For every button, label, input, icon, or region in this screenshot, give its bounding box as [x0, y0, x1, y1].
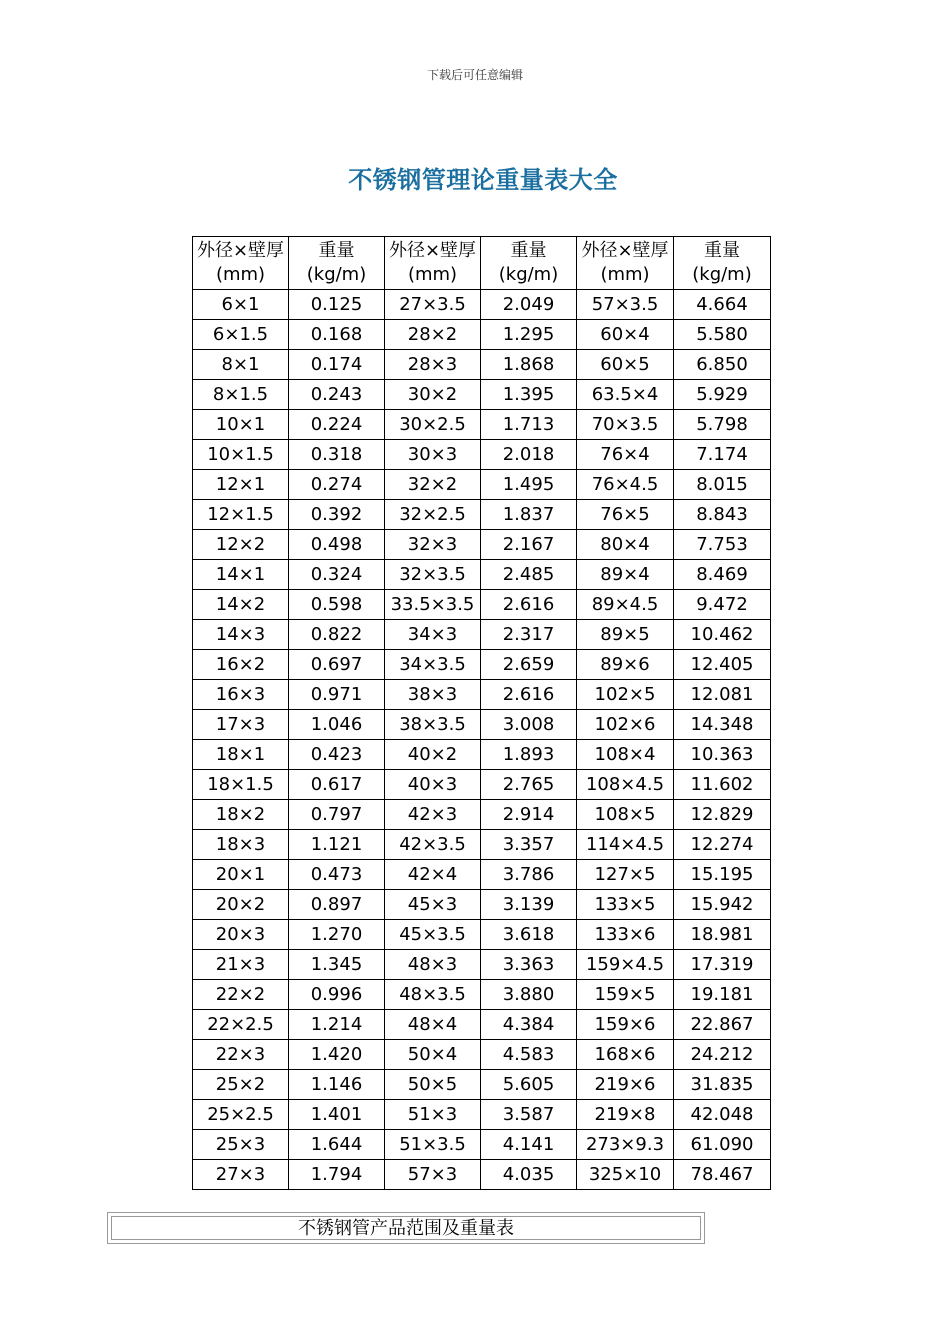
- table-cell: 51×3: [385, 1100, 481, 1130]
- table-cell: 40×3: [385, 770, 481, 800]
- table-cell: 0.598: [289, 590, 385, 620]
- table-cell: 5.580: [674, 320, 771, 350]
- table-cell: 10.363: [674, 740, 771, 770]
- header-od-wall-1: 外径×壁厚 (mm): [193, 237, 289, 290]
- table-row: [193, 770, 771, 800]
- table-row: [193, 890, 771, 920]
- table-cell: 45×3: [385, 890, 481, 920]
- table-cell: 20×1: [193, 860, 289, 890]
- table-cell: 70×3.5: [577, 410, 674, 440]
- table-row: [193, 530, 771, 560]
- table-cell: 2.485: [481, 560, 577, 590]
- table-cell: 2.167: [481, 530, 577, 560]
- table-cell: 1.794: [289, 1160, 385, 1190]
- table-cell: 60×4: [577, 320, 674, 350]
- table-header-row: [193, 237, 771, 290]
- table-cell: 10×1.5: [193, 440, 289, 470]
- table-cell: 6×1.5: [193, 320, 289, 350]
- table-row: [193, 590, 771, 620]
- table-cell: 24.212: [674, 1040, 771, 1070]
- table-cell: 108×5: [577, 800, 674, 830]
- table-row: [193, 980, 771, 1010]
- table-cell: 0.274: [289, 470, 385, 500]
- table-cell: 1.295: [481, 320, 577, 350]
- table-cell: 2.018: [481, 440, 577, 470]
- table-cell: 0.224: [289, 410, 385, 440]
- table-row: [193, 1010, 771, 1040]
- table-cell: 325×10: [577, 1160, 674, 1190]
- table-cell: 2.616: [481, 590, 577, 620]
- table-cell: 11.602: [674, 770, 771, 800]
- table-cell: 16×2: [193, 650, 289, 680]
- table-cell: 76×4: [577, 440, 674, 470]
- table-cell: 1.214: [289, 1010, 385, 1040]
- table-cell: 18×1: [193, 740, 289, 770]
- table-cell: 3.139: [481, 890, 577, 920]
- header-od-wall-2: 外径×壁厚 (mm): [385, 237, 481, 290]
- table-cell: 127×5: [577, 860, 674, 890]
- table-cell: 2.049: [481, 290, 577, 320]
- table-cell: 0.243: [289, 380, 385, 410]
- table-cell: 48×3: [385, 950, 481, 980]
- table-cell: 0.318: [289, 440, 385, 470]
- table-cell: 1.146: [289, 1070, 385, 1100]
- table-row: [193, 1130, 771, 1160]
- table-cell: 22×2.5: [193, 1010, 289, 1040]
- table-cell: 133×6: [577, 920, 674, 950]
- table-cell: 89×4.5: [577, 590, 674, 620]
- table-row: [193, 830, 771, 860]
- table-cell: 5.605: [481, 1070, 577, 1100]
- table-cell: 30×2.5: [385, 410, 481, 440]
- table-cell: 22×2: [193, 980, 289, 1010]
- table-cell: 1.868: [481, 350, 577, 380]
- table-cell: 0.125: [289, 290, 385, 320]
- table-row: [193, 350, 771, 380]
- table-cell: 42.048: [674, 1100, 771, 1130]
- table-cell: 12.405: [674, 650, 771, 680]
- table-cell: 51×3.5: [385, 1130, 481, 1160]
- table-cell: 28×2: [385, 320, 481, 350]
- table-cell: 8×1: [193, 350, 289, 380]
- table-cell: 273×9.3: [577, 1130, 674, 1160]
- header-weight-2: 重量 (kg/m): [481, 237, 577, 290]
- table-cell: 1.837: [481, 500, 577, 530]
- table-row: [193, 440, 771, 470]
- table-cell: 15.195: [674, 860, 771, 890]
- table-cell: 22.867: [674, 1010, 771, 1040]
- table-cell: 60×5: [577, 350, 674, 380]
- table-cell: 102×6: [577, 710, 674, 740]
- table-cell: 1.713: [481, 410, 577, 440]
- table-cell: 21×3: [193, 950, 289, 980]
- table-cell: 5.929: [674, 380, 771, 410]
- table-cell: 108×4: [577, 740, 674, 770]
- table-cell: 40×2: [385, 740, 481, 770]
- table-cell: 1.420: [289, 1040, 385, 1070]
- table-cell: 14.348: [674, 710, 771, 740]
- table-cell: 2.317: [481, 620, 577, 650]
- table-cell: 1.270: [289, 920, 385, 950]
- header-note: 下载后可任意编辑: [426, 68, 523, 82]
- table-cell: 0.897: [289, 890, 385, 920]
- footer-caption-box: [107, 1212, 705, 1244]
- table-cell: 12.274: [674, 830, 771, 860]
- table-cell: 0.617: [289, 770, 385, 800]
- table-cell: 2.914: [481, 800, 577, 830]
- table-cell: 20×3: [193, 920, 289, 950]
- table-cell: 3.786: [481, 860, 577, 890]
- table-cell: 219×8: [577, 1100, 674, 1130]
- table-cell: 0.697: [289, 650, 385, 680]
- table-cell: 32×3.5: [385, 560, 481, 590]
- table-cell: 1.401: [289, 1100, 385, 1130]
- table-cell: 38×3.5: [385, 710, 481, 740]
- table-cell: 159×6: [577, 1010, 674, 1040]
- table-row: [193, 710, 771, 740]
- table-cell: 42×3: [385, 800, 481, 830]
- table-cell: 0.996: [289, 980, 385, 1010]
- table-cell: 12.829: [674, 800, 771, 830]
- footer-caption: 不锈钢管产品范围及重量表: [111, 1216, 701, 1240]
- table-cell: 18×2: [193, 800, 289, 830]
- table-cell: 1.893: [481, 740, 577, 770]
- table-row: [193, 380, 771, 410]
- table-row: [193, 1100, 771, 1130]
- table-cell: 10.462: [674, 620, 771, 650]
- table-cell: 2.659: [481, 650, 577, 680]
- table-cell: 48×3.5: [385, 980, 481, 1010]
- page-title: 不锈钢管理论重量表大全: [348, 166, 618, 194]
- table-row: [193, 1070, 771, 1100]
- table-cell: 3.357: [481, 830, 577, 860]
- table-cell: 27×3: [193, 1160, 289, 1190]
- table-cell: 45×3.5: [385, 920, 481, 950]
- table-cell: 4.035: [481, 1160, 577, 1190]
- table-cell: 2.616: [481, 680, 577, 710]
- table-cell: 20×2: [193, 890, 289, 920]
- table-cell: 30×3: [385, 440, 481, 470]
- table-cell: 31.835: [674, 1070, 771, 1100]
- table-cell: 32×2.5: [385, 500, 481, 530]
- table-cell: 0.168: [289, 320, 385, 350]
- table-cell: 89×4: [577, 560, 674, 590]
- table-row: [193, 920, 771, 950]
- header-weight-1: 重量 (kg/m): [289, 237, 385, 290]
- table-cell: 22×3: [193, 1040, 289, 1070]
- table-cell: 4.664: [674, 290, 771, 320]
- table-cell: 3.880: [481, 980, 577, 1010]
- table-cell: 108×4.5: [577, 770, 674, 800]
- table-row: [193, 650, 771, 680]
- table-cell: 25×3: [193, 1130, 289, 1160]
- table-cell: 0.473: [289, 860, 385, 890]
- table-cell: 5.798: [674, 410, 771, 440]
- table-cell: 0.174: [289, 350, 385, 380]
- table-cell: 3.008: [481, 710, 577, 740]
- table-cell: 12×1.5: [193, 500, 289, 530]
- table-cell: 1.121: [289, 830, 385, 860]
- table-cell: 1.495: [481, 470, 577, 500]
- table-row: [193, 410, 771, 440]
- table-row: [193, 860, 771, 890]
- table-cell: 18.981: [674, 920, 771, 950]
- table-cell: 0.423: [289, 740, 385, 770]
- table-cell: 6×1: [193, 290, 289, 320]
- header-weight-3: 重量 (kg/m): [674, 237, 771, 290]
- table-cell: 8.843: [674, 500, 771, 530]
- table-cell: 33.5×3.5: [385, 590, 481, 620]
- table-row: [193, 950, 771, 980]
- table-cell: 133×5: [577, 890, 674, 920]
- table-cell: 1.395: [481, 380, 577, 410]
- header-od-wall-3: 外径×壁厚 (mm): [577, 237, 674, 290]
- table-cell: 6.850: [674, 350, 771, 380]
- table-cell: 2.765: [481, 770, 577, 800]
- table-cell: 89×6: [577, 650, 674, 680]
- table-cell: 3.363: [481, 950, 577, 980]
- table-cell: 42×4: [385, 860, 481, 890]
- table-cell: 8.469: [674, 560, 771, 590]
- table-cell: 4.141: [481, 1130, 577, 1160]
- table-cell: 17×3: [193, 710, 289, 740]
- table-cell: 18×3: [193, 830, 289, 860]
- table-cell: 76×5: [577, 500, 674, 530]
- table-cell: 42×3.5: [385, 830, 481, 860]
- table-cell: 34×3: [385, 620, 481, 650]
- table-cell: 159×5: [577, 980, 674, 1010]
- table-cell: 57×3: [385, 1160, 481, 1190]
- table-cell: 14×3: [193, 620, 289, 650]
- table-cell: 80×4: [577, 530, 674, 560]
- table-cell: 102×5: [577, 680, 674, 710]
- table-cell: 76×4.5: [577, 470, 674, 500]
- table-cell: 27×3.5: [385, 290, 481, 320]
- table-cell: 16×3: [193, 680, 289, 710]
- table-cell: 8×1.5: [193, 380, 289, 410]
- table-cell: 4.583: [481, 1040, 577, 1070]
- table-row: [193, 740, 771, 770]
- table-cell: 61.090: [674, 1130, 771, 1160]
- table-cell: 1.046: [289, 710, 385, 740]
- table-cell: 78.467: [674, 1160, 771, 1190]
- table-cell: 168×6: [577, 1040, 674, 1070]
- table-cell: 15.942: [674, 890, 771, 920]
- table-cell: 9.472: [674, 590, 771, 620]
- table-cell: 219×6: [577, 1070, 674, 1100]
- table-row: [193, 470, 771, 500]
- table-cell: 30×2: [385, 380, 481, 410]
- table-cell: 0.392: [289, 500, 385, 530]
- table-cell: 114×4.5: [577, 830, 674, 860]
- table-cell: 0.971: [289, 680, 385, 710]
- table-row: [193, 620, 771, 650]
- table-cell: 1.345: [289, 950, 385, 980]
- table-cell: 50×4: [385, 1040, 481, 1070]
- table-cell: 3.618: [481, 920, 577, 950]
- table-cell: 14×2: [193, 590, 289, 620]
- table-cell: 14×1: [193, 560, 289, 590]
- table-cell: 8.015: [674, 470, 771, 500]
- table-cell: 0.324: [289, 560, 385, 590]
- table-cell: 4.384: [481, 1010, 577, 1040]
- table-cell: 0.498: [289, 530, 385, 560]
- table-cell: 17.319: [674, 950, 771, 980]
- table-row: [193, 1040, 771, 1070]
- table-cell: 1.644: [289, 1130, 385, 1160]
- table-row: [193, 800, 771, 830]
- table-row: [193, 560, 771, 590]
- weight-table: [192, 236, 771, 1190]
- table-cell: 34×3.5: [385, 650, 481, 680]
- table-cell: 12×2: [193, 530, 289, 560]
- table-row: [193, 680, 771, 710]
- table-cell: 32×2: [385, 470, 481, 500]
- table-cell: 3.587: [481, 1100, 577, 1130]
- table-row: [193, 290, 771, 320]
- table-cell: 7.753: [674, 530, 771, 560]
- table-row: [193, 320, 771, 350]
- table-cell: 19.181: [674, 980, 771, 1010]
- table-cell: 50×5: [385, 1070, 481, 1100]
- table-row: [193, 1160, 771, 1190]
- table-cell: 7.174: [674, 440, 771, 470]
- table-row: [193, 500, 771, 530]
- table-cell: 0.822: [289, 620, 385, 650]
- table-cell: 63.5×4: [577, 380, 674, 410]
- table-cell: 25×2: [193, 1070, 289, 1100]
- table-cell: 12×1: [193, 470, 289, 500]
- table-cell: 10×1: [193, 410, 289, 440]
- table-cell: 25×2.5: [193, 1100, 289, 1130]
- table-body: [193, 290, 771, 1190]
- table-cell: 18×1.5: [193, 770, 289, 800]
- table-cell: 28×3: [385, 350, 481, 380]
- table-cell: 48×4: [385, 1010, 481, 1040]
- table-cell: 38×3: [385, 680, 481, 710]
- table-cell: 0.797: [289, 800, 385, 830]
- table-cell: 32×3: [385, 530, 481, 560]
- table-cell: 57×3.5: [577, 290, 674, 320]
- table-cell: 159×4.5: [577, 950, 674, 980]
- table-cell: 89×5: [577, 620, 674, 650]
- table-cell: 12.081: [674, 680, 771, 710]
